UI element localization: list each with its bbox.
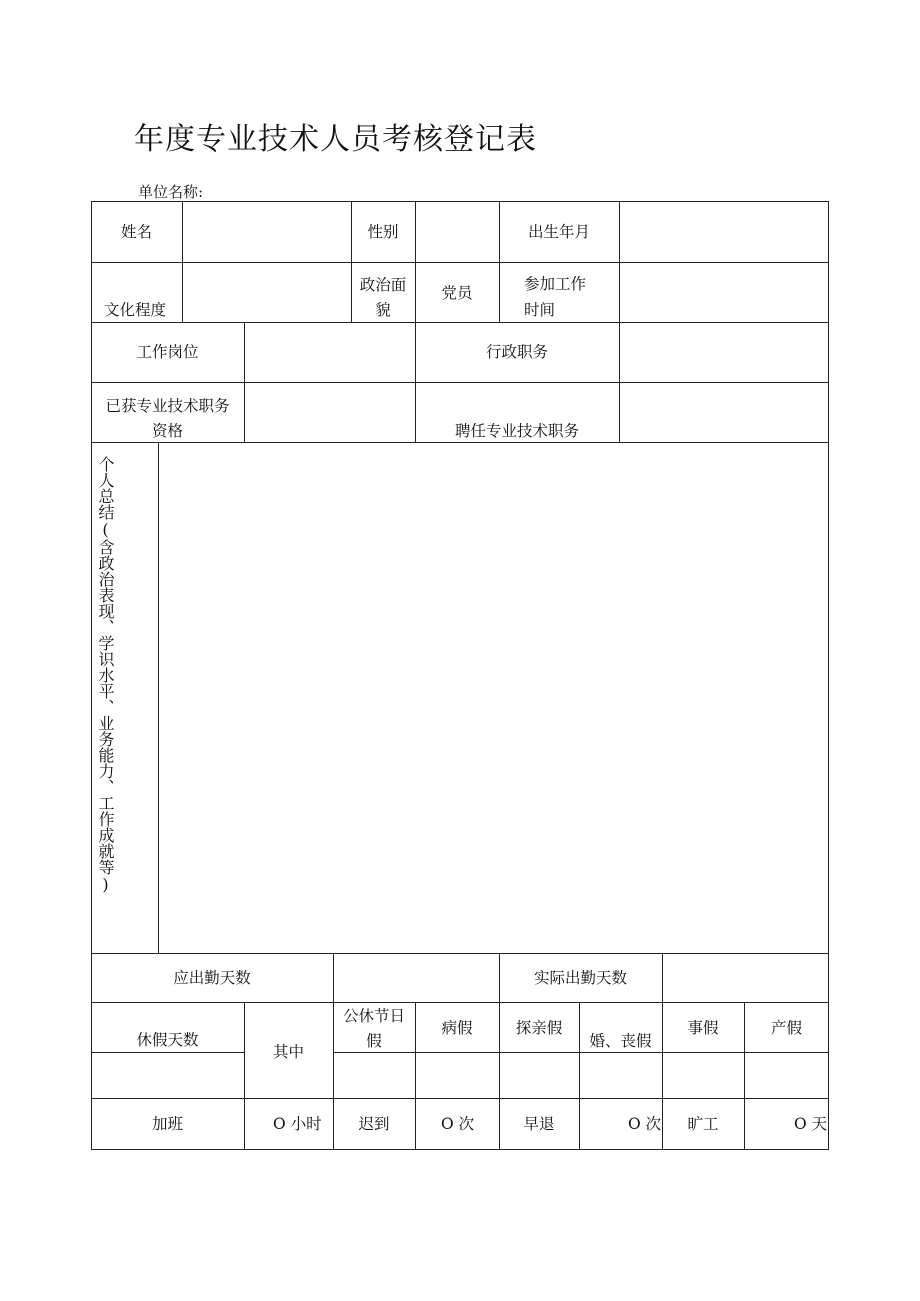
personal-leave-label: 事假 [687, 1019, 719, 1037]
col-divider [244, 322, 245, 442]
absent-days-value: O 天 [794, 1115, 828, 1133]
col-divider [579, 1002, 580, 1150]
job-position-label: 工作岗位 [136, 343, 199, 361]
row-divider [91, 262, 829, 263]
name-label: 姓名 [120, 223, 152, 241]
late-label: 迟到 [358, 1115, 390, 1133]
political-status-label-line2: 貌 [375, 301, 391, 319]
sick-leave-label: 病假 [441, 1019, 473, 1037]
personal-summary-label: 个人总结(含政治表现、学识水平、业务能力、工作成就等) [96, 456, 115, 894]
political-status-label-line1: 政治面 [359, 276, 407, 294]
maternity-leave-label: 产假 [770, 1019, 802, 1037]
row-divider [91, 382, 829, 383]
actual-attendance-days-label: 实际出勤天数 [533, 969, 627, 987]
education-label: 文化程度 [104, 301, 167, 319]
form-title: 年度专业技术人员考核登记表 [134, 122, 537, 157]
col-divider [182, 201, 183, 322]
family-visit-leave-label: 探亲假 [515, 1019, 563, 1037]
admin-duty-label: 行政职务 [485, 343, 548, 361]
public-holiday-label-line2: 假 [366, 1032, 382, 1050]
row-divider [91, 1098, 829, 1099]
gender-label: 性别 [367, 223, 399, 241]
row-divider [91, 1052, 244, 1053]
due-attendance-days-label: 应出勤天数 [173, 969, 251, 987]
birth-date-label: 出生年月 [527, 223, 590, 241]
col-divider [244, 1002, 245, 1150]
row-divider [91, 322, 829, 323]
public-holiday-label-line1: 公休节日 [342, 1007, 405, 1025]
absent-label: 旷工 [687, 1115, 719, 1133]
early-leave-count-value: O 次 [628, 1115, 662, 1133]
appointed-title-label: 聘任专业技术职务 [454, 422, 579, 440]
overtime-hours-value: O 小时 [273, 1115, 322, 1133]
qualification-label-line2: 资格 [151, 422, 183, 440]
col-divider [619, 201, 620, 322]
early-leave-label: 早退 [523, 1115, 555, 1133]
row-divider [91, 953, 829, 954]
col-divider [333, 953, 334, 1002]
row-divider [91, 442, 829, 443]
late-count-value: O 次 [441, 1115, 475, 1133]
leave-days-label: 休假天数 [136, 1031, 199, 1049]
col-divider [499, 201, 500, 322]
col-divider [662, 953, 663, 1002]
wedding-funeral-leave-label: 婚、丧假 [589, 1032, 652, 1050]
party-member-value: 党员 [441, 284, 473, 302]
of-which-label: 其中 [272, 1043, 304, 1061]
row-divider [333, 1052, 829, 1053]
col-divider [158, 442, 159, 953]
col-divider [415, 201, 416, 322]
row-divider [91, 1002, 829, 1003]
col-divider [619, 322, 620, 442]
unit-name-label: 单位名称: [138, 183, 204, 201]
work-start-label-line2: 时间 [524, 301, 556, 319]
qualification-label-line1: 已获专业技术职务 [105, 397, 230, 415]
overtime-label: 加班 [151, 1115, 183, 1133]
work-start-label-line1: 参加工作 [524, 275, 587, 293]
